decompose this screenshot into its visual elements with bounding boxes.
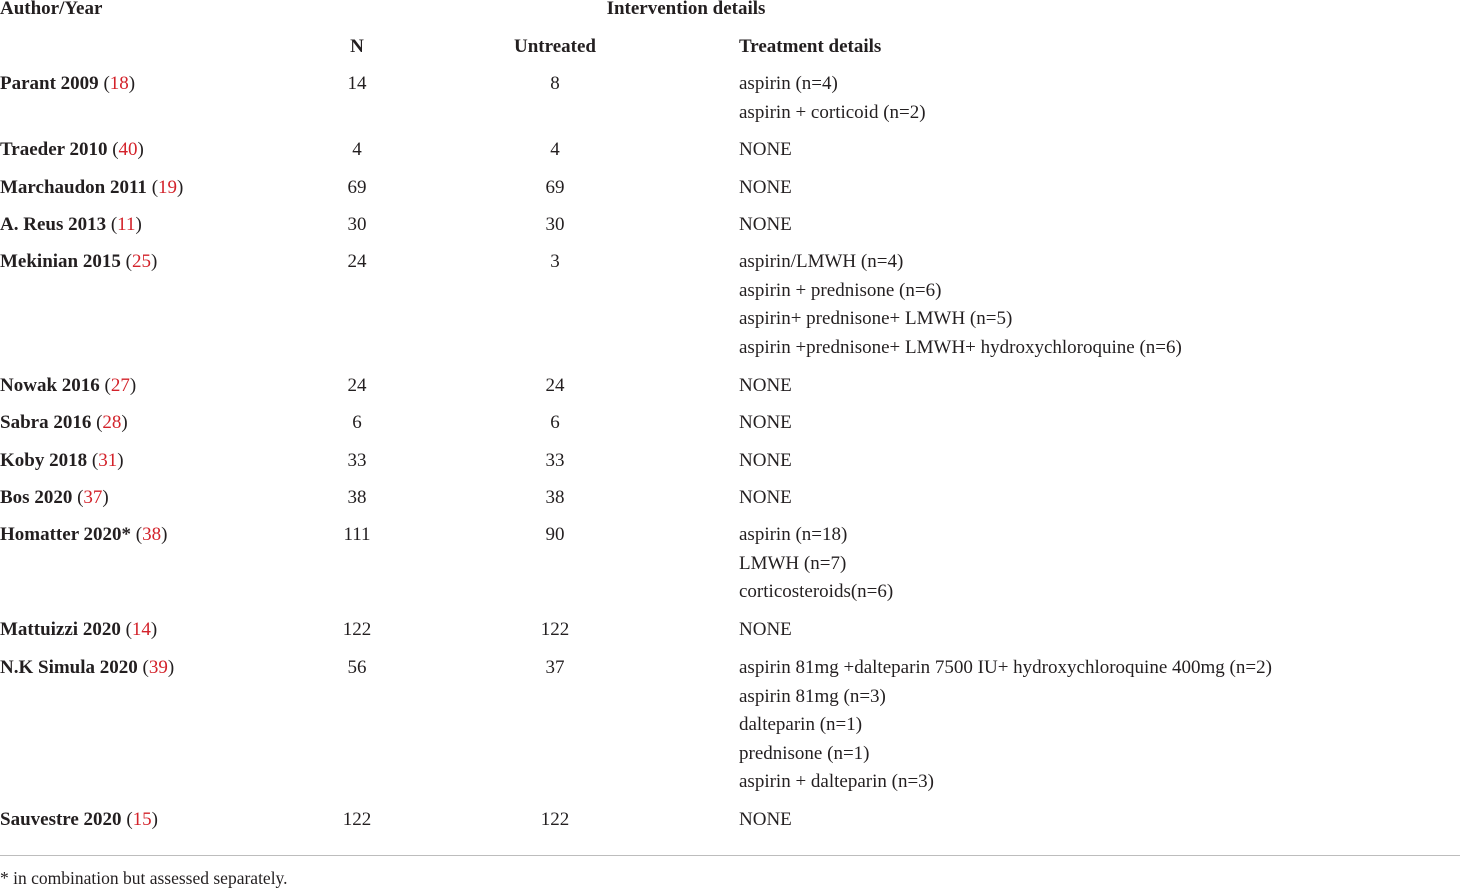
- author-name: A. Reus 2013: [0, 214, 107, 235]
- header-n: N: [350, 36, 364, 57]
- untreated-cell: 8: [550, 73, 560, 94]
- treatment-cell: [739, 70, 926, 127]
- untreated-cell: 4: [550, 139, 560, 160]
- author-cell: N.K Simula 2020 (39): [0, 657, 175, 678]
- author-cell: Parant 2009 (18): [0, 73, 136, 94]
- reference-link[interactable]: 28: [102, 412, 122, 433]
- treatment-line: NONE: [739, 487, 792, 508]
- reference-link[interactable]: 19: [158, 177, 178, 198]
- treatment-cell: [739, 806, 792, 835]
- table-footnote: * in combination but assessed separately.: [0, 868, 288, 888]
- treatment-line: LMWH (n=7): [739, 552, 847, 574]
- treatment-cell: [739, 372, 792, 401]
- n-cell: 6: [352, 412, 362, 433]
- treatment-line: aspirin 81mg +dalteparin 7500 IU+ hydroxychloroquine 400mg (n=2): [739, 657, 1272, 678]
- n-cell: 4: [352, 139, 362, 160]
- n-cell: 24: [347, 251, 367, 272]
- author-cell: Bos 2020 (37): [0, 487, 109, 508]
- author-name: Homatter 2020*: [0, 524, 132, 545]
- author-cell: Nowak 2016 (27): [0, 375, 137, 396]
- reference-link[interactable]: 25: [131, 251, 151, 272]
- untreated-cell: 37: [545, 657, 565, 678]
- treatment-line: NONE: [739, 375, 792, 396]
- untreated-cell: 122: [540, 809, 570, 830]
- author-cell: Mekinian 2015 (25): [0, 251, 158, 272]
- author-name: Koby 2018: [0, 450, 88, 471]
- author-cell: Sauvestre 2020 (15): [0, 809, 158, 830]
- untreated-cell: 33: [545, 450, 565, 471]
- reference-link[interactable]: 37: [83, 487, 103, 508]
- author-name: Mattuizzi 2020: [0, 619, 121, 640]
- header-untreated: Untreated: [514, 36, 596, 57]
- n-cell: 38: [347, 487, 367, 508]
- reference-link[interactable]: 18: [109, 73, 129, 94]
- treatment-line: aspirin + corticoid (n=2): [739, 101, 926, 123]
- reference-link[interactable]: 15: [132, 809, 152, 830]
- untreated-cell: 3: [550, 251, 560, 272]
- treatment-line: aspirin +prednisone+ LMWH+ hydroxychloroquine (n=6): [739, 336, 1182, 358]
- treatment-line: dalteparin (n=1): [739, 714, 863, 736]
- author-name: N.K Simula 2020: [0, 657, 138, 678]
- reference-link[interactable]: 11: [117, 214, 136, 235]
- author-cell: Marchaudon 2011 (19): [0, 177, 184, 198]
- treatment-line: NONE: [739, 809, 792, 830]
- treatment-cell: [739, 616, 792, 645]
- treatment-line: aspirin (n=4): [739, 73, 838, 94]
- treatment-line: aspirin+ prednisone+ LMWH (n=5): [739, 308, 1013, 330]
- author-name: Parant 2009: [0, 73, 99, 94]
- n-cell: 122: [342, 619, 372, 640]
- treatment-line: aspirin 81mg (n=3): [739, 685, 886, 707]
- n-cell: 122: [342, 809, 372, 830]
- treatment-line: aspirin + dalteparin (n=3): [739, 771, 935, 793]
- n-cell: 111: [343, 524, 371, 545]
- treatment-line: aspirin (n=18): [739, 524, 848, 545]
- author-name: Sabra 2016: [0, 412, 92, 433]
- treatment-line: NONE: [739, 177, 792, 198]
- n-cell: 24: [347, 375, 367, 396]
- treatment-cell: [739, 521, 893, 607]
- reference-link[interactable]: 14: [131, 619, 151, 640]
- treatment-cell: [739, 409, 792, 438]
- untreated-cell: 24: [545, 375, 565, 396]
- treatment-cell: [739, 211, 792, 240]
- reference-link[interactable]: 40: [118, 139, 138, 160]
- reference-link[interactable]: 39: [148, 657, 168, 678]
- untreated-cell: 6: [550, 412, 560, 433]
- reference-link[interactable]: 27: [110, 375, 130, 396]
- untreated-cell: 38: [545, 487, 565, 508]
- treatment-line: NONE: [739, 214, 792, 235]
- treatment-line: aspirin + prednisone (n=6): [739, 279, 942, 301]
- treatment-cell: [739, 136, 792, 165]
- table-footer-rule: [0, 855, 1460, 856]
- treatment-line: NONE: [739, 139, 792, 160]
- author-cell: Mattuizzi 2020 (14): [0, 619, 158, 640]
- author-cell: Koby 2018 (31): [0, 450, 124, 471]
- header-author-year: Author/Year: [0, 0, 103, 19]
- untreated-cell: 69: [545, 177, 565, 198]
- author-name: Sauvestre 2020: [0, 809, 122, 830]
- n-cell: 69: [347, 177, 367, 198]
- treatment-line: aspirin/LMWH (n=4): [739, 251, 904, 272]
- n-cell: 33: [347, 450, 367, 471]
- untreated-cell: 122: [540, 619, 570, 640]
- untreated-cell: 30: [545, 214, 565, 235]
- treatment-line: corticosteroids(n=6): [739, 581, 894, 603]
- treatment-cell: [739, 248, 1182, 362]
- author-cell: Traeder 2010 (40): [0, 139, 144, 160]
- author-cell: Homatter 2020* (38): [0, 524, 168, 545]
- treatment-line: NONE: [739, 412, 792, 433]
- author-name: Nowak 2016: [0, 375, 100, 396]
- author-cell: A. Reus 2013 (11): [0, 214, 142, 235]
- author-name: Mekinian 2015: [0, 251, 121, 272]
- n-cell: 14: [347, 73, 367, 94]
- treatment-line: NONE: [739, 450, 792, 471]
- treatment-cell: [739, 174, 792, 203]
- author-name: Traeder 2010: [0, 139, 108, 160]
- n-cell: 30: [347, 214, 367, 235]
- untreated-cell: 90: [545, 524, 565, 545]
- n-cell: 56: [347, 657, 367, 678]
- author-name: Marchaudon 2011: [0, 177, 147, 198]
- treatment-line: NONE: [739, 619, 792, 640]
- treatment-cell: [739, 484, 792, 513]
- author-name: Bos 2020: [0, 487, 73, 508]
- author-cell: Sabra 2016 (28): [0, 412, 128, 433]
- header-intervention-details: Intervention details: [606, 0, 766, 19]
- treatment-cell: [739, 654, 1272, 797]
- treatment-line: prednisone (n=1): [739, 742, 870, 764]
- reference-link[interactable]: 38: [142, 524, 162, 545]
- treatment-cell: [739, 447, 792, 476]
- header-treatment-details: Treatment details: [739, 36, 882, 57]
- reference-link[interactable]: 31: [98, 450, 118, 471]
